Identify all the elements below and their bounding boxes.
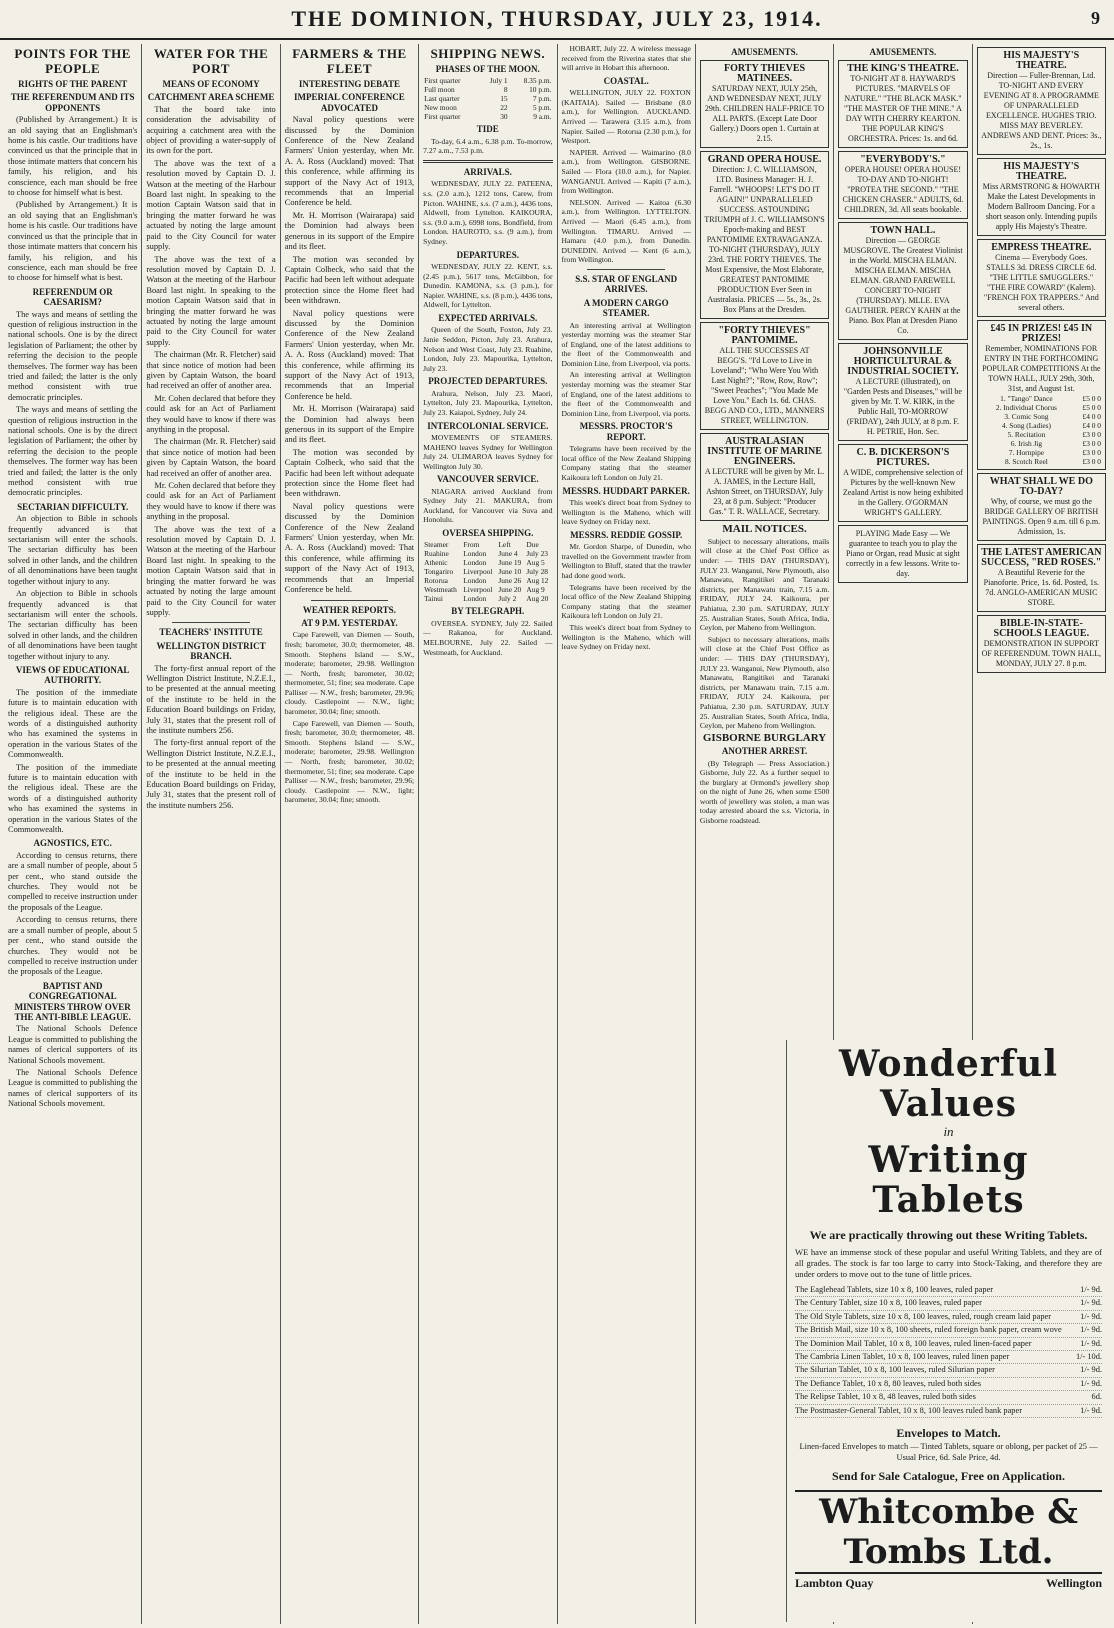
oversea-cell: Aug 9	[526, 585, 545, 595]
article-paragraph: Naval policy questions were discussed by the Dominion Conference of the New Zealand Farmers' Union yesterday, when Mr. A. A. Ross (Auckland) moved: That this conference, while affirming its support of the Navy Act of 1913, recommends that an Imperial Conference be held.	[284, 115, 415, 208]
oversea-cell: Westmeath	[424, 585, 457, 595]
article-subhead: TEACHERS' INSTITUTE	[159, 627, 263, 638]
envelopes-text: Linen-faced Envelopes to match — Tinted Tablets, square or oblong, per packet of 25 — Usual Price, 6d. Sale Price, 4d.	[799, 1442, 1098, 1463]
prize-event: 5. Recitation	[1007, 430, 1046, 439]
tablet-description: The Century Tablet, size 10 x 8, 100 leaves, ruled paper	[795, 1298, 982, 1308]
oversea-cell: Tainui	[424, 594, 443, 604]
article-subhead: ANOTHER ARREST.	[721, 746, 808, 757]
article-paragraph: The ways and means of settling the question of religious instruction in the national schools. One is by the direct legislation of Parliament; the other by referring the decision to the people themselves. The former way has been tried and failed; the latter is the only method consistent with true democratic principles.	[8, 405, 138, 498]
article-paragraph: According to census returns, there are a small number of people, about 5 per cent., who stand outside the churches. They would not be compelled to receive instruction under the proposals of the League.	[8, 850, 138, 912]
prize-amount: £3 0 0	[1082, 448, 1101, 457]
moon-phase-cell: Last quarter	[424, 94, 460, 104]
advertisement	[700, 322, 829, 430]
oversea-cell: Ruahine	[424, 549, 449, 559]
prize-row	[981, 457, 1102, 466]
prize-amount: £3 0 0	[1082, 457, 1101, 466]
column-points-for-the-people	[4, 44, 142, 1624]
oversea-cell: Liverpool	[463, 585, 493, 595]
prize-amount: £5 0 0	[1082, 394, 1101, 403]
ad-headline-connector: in	[943, 1124, 954, 1139]
oversea-cell: London	[463, 594, 487, 604]
oversea-row	[423, 594, 552, 603]
envelopes-heading: Envelopes to Match.	[896, 1426, 1001, 1441]
ad-text: TO-NIGHT AT 8. HAYWARD'S PICTURES. "MARVELS OF NATURE." "THE BLACK MASK." "THE MASTER OF THE MINE." A DAY WITH CHERRY KEARTON. THE POPULAR KING'S ORCHESTRA. Prices: 1s. and 6d.	[843, 74, 962, 144]
newspaper-title: THE DOMINION, THURSDAY, JULY 23, 1914.	[291, 6, 823, 31]
mail-notices: Subject to necessary alterations, mails will close at the Chief Post Office as under: — THIS DAY (THURSDAY), JULY 23. Wanganui, New Plymouth, also Manawatu, Rangitikei and Taranaki districts, per Manawatu train, 7.15 a.m. FRIDAY, JULY 24. Kaikoura, per Pahiatua, 2.30 p.m. SATURDAY, JULY 25. Australian States, South Africa, India, Ceylon, per Maheno from Wellington.	[699, 536, 830, 633]
article-subhead: BAPTIST AND CONGREGATIONAL MINISTERS THROW OVER THE ANTI-BIBLE LEAGUE.	[14, 980, 131, 1022]
oversea-row	[423, 576, 552, 585]
article-subhead: WEATHER REPORTS.	[302, 604, 396, 615]
ad-headline: Writing Tablets	[868, 1139, 1029, 1221]
ad-text: A LECTURE will be given by Mr. L. A. JAMES, in the Lecture Hall, Ashton Street, on THURSDAY, July 23, at 8 p.m. Subject: "Producer Gas." T. R. WALLACE, Secretary.	[704, 467, 825, 517]
ad-text: OPERA HOUSE! OPERA HOUSE! TO-DAY AND TO-NIGHT! "PROTEA THE SECOND." "THE CHICKEN CHASER." ADULTS, 6d. CHILDREN, 3d. All seats bookable.	[842, 165, 964, 215]
tablet-description: The Silurian Tablet, 10 x 8, 100 leaves, ruled Silurian paper	[795, 1365, 995, 1375]
section-headline: MAIL NOTICES.	[722, 523, 807, 536]
prize-event: 2. Individual Chorus	[995, 403, 1057, 412]
tablet-item	[795, 1378, 1102, 1391]
article-subhead: MESSRS. HUDDART PARKER.	[562, 485, 690, 496]
ad-text: PLAYING Made Easy — We guarantee to teach you to play the Piano or Organ, read Music at sight correctly in a few lessons. Write to-day.	[845, 529, 960, 579]
moon-phase-cell: First quarter	[424, 76, 461, 86]
article-subhead: PHASES OF THE MOON.	[435, 64, 540, 74]
article-paragraph: The above was the text of a resolution moved by Captain D. J. Watson at the meeting of the Harbour Board last night. In speaking to the motion Captain Watson said that in bringing the matter forward he was actuated by noting the large amount paid to the City Council for water supply.	[146, 524, 276, 617]
prize-row	[981, 448, 1102, 457]
oversea-column-header: From	[463, 540, 480, 550]
moon-phase-row	[423, 94, 552, 103]
ad-title: THE KING'S THEATRE.	[847, 63, 959, 75]
article-paragraph: The forty-first annual report of the Wellington District Institute, N.Z.E.I., to be presented at the annual meeting of the institute to be held in the Education Board buildings on Friday, July 31, states that the present roll of the institute numbers 256.	[146, 663, 276, 735]
oversea-row	[423, 549, 552, 558]
tablet-price: 1/- 9d.	[1080, 1311, 1102, 1321]
ad-title: TOWN HALL.	[870, 225, 936, 237]
prize-event: 1. "Tango" Dance	[1000, 394, 1053, 403]
article-paragraph: The above was the text of a resolution moved by Captain D. J. Watson at the meeting of the Harbour Board last night. In speaking to the motion Captain Watson said that in bringing the matter forward he was actuated by noting the large amount paid to the City Council for water supply.	[146, 254, 276, 347]
divider	[423, 160, 552, 163]
ad-title: HIS MAJESTY'S THEATRE.	[1003, 50, 1080, 71]
prize-event: 7. Hornpipe	[1008, 448, 1045, 457]
advertisement	[838, 222, 967, 340]
article-subhead: INTERCOLONIAL SERVICE.	[427, 420, 549, 431]
ad-title: FORTY THIEVES MATINEES.	[724, 63, 806, 85]
vancouver-service: NIAGARA arrived Auckland from Sydney July 21. MAKURA, from Auckland, for Vancouver via Suva and Honolulu.	[423, 486, 553, 525]
article-paragraph: (By Telegraph — Press Association.) Gisborne, July 22. As a further sequel to the burglary at Ormond's jewellery shop on the night of June 26, when some £500 worth of jewellery was stolen, a man was today arrested aboard the s.s. Victoria, in Gisborne roadstead.	[699, 758, 830, 826]
tablet-item	[795, 1391, 1102, 1404]
expected-arrivals-list: Queen of the South, Foxton, July 23. Janie Seddon, Picton, July 23. Arahura, Nelson and West Coast, July 23. Ruahine, London, July 23. Mapourika, Lyttelton, July 23.	[423, 325, 553, 373]
article-paragraph: The chairman (Mr. R. Fletcher) said that since notice of motion had been given by Captain Watson, the board had received an offer of another area.	[146, 350, 276, 391]
projected-departures-list: Arahura, Nelson, July 23. Maori, Lyttelton, July 23. Mapourika, Lyttelton, July 23. Kaiapoi, Sydney, July 24.	[423, 388, 553, 417]
moon-phase-cell: 5 p.m.	[532, 103, 552, 113]
article-paragraph: Mr. H. Morrison (Wairarapa) said the Dominion had always been generous in its support of the Empire and its fleet.	[284, 404, 415, 445]
mail-notices: Subject to necessary alterations, mails will close at the Chief Post Office as under: — THIS DAY (THURSDAY), JULY 23. Wanganui, New Plymouth, also Manawatu, Rangitikei and Taranaki districts, per Manawatu train, 7.15 a.m. FRIDAY, JULY 24. Kaikoura, per Pahiatua, 2.30 p.m. SATURDAY, JULY 25. Australian States, South Africa, India, Ceylon, per Maheno from Wellington.	[699, 634, 830, 731]
prize-event: 6. Irish Jig	[1010, 439, 1043, 448]
prize-event: 3. Comic Song	[1004, 412, 1049, 421]
weather-report: Cape Farewell, van Diemen — South, fresh; barometer, 30.0; thermometer, 48. Smooth. Stephens Island — S.W., moderate; barometer, 29.98. Wellington — North, fresh; barometer, 30.02; thermometer, 51; fine; sea moderate. Cape Palliser — N.W., fresh; barometer, 29.96; cloudy. Castlepoint — N.W., light; barometer, 30.04; fine; smooth.	[284, 630, 415, 717]
tablet-price: 1/- 9d.	[1080, 1285, 1102, 1294]
article-paragraph: The motion was seconded by Captain Colbeck, who said that the Pacific had been left without adequate protection since the Home fleet had been withdrawn.	[284, 447, 415, 499]
advertisement	[838, 151, 967, 219]
article-subhead: IMPERIAL CONFERENCE ADVOCATED	[294, 92, 405, 113]
ad-title: "EVERYBODY'S."	[860, 154, 946, 166]
prize-amount: £4 0 0	[1082, 421, 1101, 430]
ad-title: EMPRESS THEATRE.	[991, 242, 1092, 253]
oversea-cell: London	[463, 576, 487, 586]
weather-report: Cape Farewell, van Diemen — South, fresh; barometer, 30.0; thermometer, 48. Smooth. Stephens Island — S.W., moderate; barometer, 29.98. Wellington — North, fresh; barometer, 30.02; thermometer, 51; fine; sea moderate. Cape Palliser — N.W., fresh; barometer, 29.96; cloudy. Castlepoint — N.W., light; barometer, 30.04; fine; smooth.	[284, 718, 415, 805]
prize-row	[981, 421, 1102, 430]
column-shipping-continued	[558, 44, 696, 1624]
ad-tagline: We are practically throwing out these Writing Tablets.	[809, 1228, 1088, 1242]
advertisement	[700, 60, 829, 148]
prize-amount: £3 0 0	[1082, 430, 1101, 439]
divider	[587, 269, 665, 270]
oversea-cell: July 23	[526, 549, 548, 559]
moon-phase-row	[423, 103, 552, 112]
ad-text: ALL THE SUCCESSES AT BEGG'S. "I'd Love to Live in Loveland"; "Who Were You With Last Night?"; "Row, Row, Row"; "Sweet Peaches"; "You Made Me Love You." Each 1s. 6d. CHAS. BEGG AND CO., LTD., MANNERS STREET, WELLINGTON.	[704, 346, 825, 426]
article-headline: POINTS FOR THE PEOPLE	[14, 46, 131, 76]
moon-phases-table	[423, 76, 552, 121]
tablet-item	[795, 1284, 1102, 1297]
ad-title: GRAND OPERA HOUSE.	[707, 154, 822, 166]
oversea-row	[423, 567, 552, 576]
moon-phase-cell: First quarter	[424, 112, 461, 122]
ad-text: A Beautiful Reverie for the Pianoforte. Price, 1s. 6d. Posted, 1s. 7d. ANGLO-AMERICAN MUSIC STORE.	[983, 568, 1099, 607]
article-paragraph: (Published by Arrangement.) It is an old saying that an Englishman's home is his castle. Our traditions have convinced us that the principle that in those intimate matters that concern his family, his religion, and his conscience, each man should be free to choose for himself what is best.	[8, 200, 138, 283]
ad-text: Direction: J. C. WILLIAMSON, LTD. Business Manager: H. J. Farrell. "WHOOPS! LET'S DO IT AGAIN!" UNPARALLELED SUCCESS. ASTOUNDING TRIUMPH of J. C. WILLIAMSON'S Epoch-making and BEST PANTOMIME EXTRAVAGANZA. TO-NIGHT (THURSDAY), JULY 23rd. THE FORTY THIEVES. The Most Expensive, the Most Elaborate, GREATEST PANTOMIME PRODUCTION Ever Seen in Australasia. PRICES — 5s., 3s., 2s. Box Plans at the Dresden.	[704, 165, 825, 315]
advertisement	[977, 544, 1106, 612]
ad-title: C. B. DICKERSON'S PICTURES.	[856, 447, 950, 469]
article-paragraph: The position of the immediate future is to maintain education with the religious ideal. These are the words of a distinguished authority who has examined the systems in operation in the various States of the Commonwealth.	[8, 762, 138, 835]
moon-phase-cell: 10 p.m.	[529, 85, 552, 95]
ad-headline: Wonderful Values	[838, 1043, 1059, 1125]
moon-phase-cell: 8.35 p.m.	[523, 76, 552, 86]
oversea-cell: June 20	[498, 585, 522, 595]
tablet-item	[795, 1351, 1102, 1364]
oversea-cell: June 4	[498, 549, 518, 559]
article-paragraph: Mr. Gordon Sharpe, of Dunedin, who travelled on the Government trawler from Wellington to Bluff, stated that the trawler had done good work.	[561, 542, 691, 580]
article-subhead: DEPARTURES.	[456, 249, 519, 260]
advertisement	[977, 320, 1106, 470]
oversea-cell: July 2	[498, 594, 517, 604]
article-paragraph: (Published by Arrangement.) It is an old saying that an Englishman's home is his castle. Our traditions have convinced us that the principle that in those intimate matters that concern his family, his religion, and his conscience, each man should be free to choose for himself what is best.	[8, 115, 138, 198]
divider	[311, 600, 389, 601]
oversea-cell: June 19	[498, 558, 522, 568]
prize-row	[981, 412, 1102, 421]
moon-phase-cell: Full moon	[424, 85, 455, 95]
ad-title: THE LATEST AMERICAN SUCCESS, "RED ROSES."	[981, 547, 1102, 568]
moon-phase-cell: New moon	[424, 103, 457, 113]
firm-name: Whitcombe & Tombs Ltd.	[795, 1490, 1102, 1574]
prize-row	[981, 403, 1102, 412]
departures-list: WEDNESDAY, JULY 22. KENT, s.s. (2.45 p.m.), 5617 tons, McGibbon, for Dunedin. KAMONA, s.s. (3 p.m.), for Napier. WAHINE, s.s. (8 p.m.), 4436 tons, Aldwell, for Lyttelton.	[423, 261, 553, 310]
article-subhead: ARRIVALS.	[463, 167, 512, 177]
article-subhead: VANCOUVER SERVICE.	[437, 474, 539, 485]
advertisement	[838, 343, 967, 441]
ad-title: £45 IN PRIZES! £45 IN PRIZES!	[990, 323, 1093, 344]
article-subhead: RIGHTS OF THE PARENT	[18, 79, 128, 89]
tablet-description: The Defiance Tablet, 10 x 8, 80 leaves, ruled both sides	[795, 1378, 982, 1388]
advertisement	[838, 60, 967, 148]
moon-phase-cell: 22	[500, 103, 508, 113]
prize-event: 8. Scotch Reel	[1004, 457, 1048, 466]
intercolonial-service: MOVEMENTS OF STEAMERS. MAHENO leaves Sydney for Wellington July 24. ULIMAROA leaves Sydney for Wellington July 30.	[423, 432, 553, 471]
prize-row	[981, 439, 1102, 448]
tablet-item	[795, 1338, 1102, 1351]
tide-times: To-day, 6.4 a.m., 6.38 p.m. To-morrow, 7.27 a.m., 7.53 p.m.	[423, 136, 553, 156]
tablet-price: 6d.	[1091, 1392, 1102, 1402]
advertisement	[700, 433, 829, 521]
advertisement	[700, 151, 829, 319]
article-paragraph: The forty-first annual report of the Wellington District Institute, N.Z.E.I., to be presented at the annual meeting of the institute to be held in the Education Board buildings on Friday, July 31, states that the present roll of the institute numbers 256.	[146, 738, 276, 810]
article-paragraph: The chairman (Mr. R. Fletcher) said that since notice of motion had been given by Captain Watson, the board had received an offer of another area.	[146, 437, 276, 478]
prize-amount: £4 0 0	[1082, 412, 1101, 421]
article-subhead: A MODERN CARGO STEAMER.	[583, 297, 669, 319]
ad-title: JOHNSONVILLE HORTICULTURAL & INDUSTRIAL SOCIETY.	[847, 346, 959, 378]
coastal-news: NAPIER. Arrived — Waimarino (8.0 a.m.), from Wellington. GISBORNE. Sailed — Flora (10.0 a.m.), for Napier. WANGANUI. Arrived — Kapiti (7 a.m.), from Wellington.	[561, 147, 691, 196]
section-headline: GISBORNE BURGLARY	[702, 731, 827, 744]
moon-phase-row	[423, 85, 552, 94]
article-paragraph: Mr. H. Morrison (Wairarapa) said the Dominion had always been generous in its support of the Empire and its fleet.	[284, 210, 415, 252]
moon-phase-cell: 30	[500, 112, 508, 122]
moon-phase-row	[423, 76, 552, 85]
telegraph-shipping: OVERSEA. SYDNEY, July 22. Sailed — Rakanoa, for Auckland. MELBOURNE, July 22. Sailed — Westmeath, for Auckland.	[423, 618, 553, 657]
oversea-cell: Tongariro	[424, 567, 454, 577]
oversea-cell: Aug 5	[526, 558, 545, 568]
article-subhead: PROJECTED DEPARTURES.	[428, 376, 548, 387]
article-paragraph: Telegrams have been received by the local office of the New Zealand Shipping Company stating that the steamer Kaikoura left London on July 21.	[561, 444, 691, 483]
oversea-cell: Liverpool	[463, 567, 493, 577]
article-paragraph: HOBART, July 22. A wireless message received from the Riverina states that she will arrive in Hobart this afternoon.	[561, 44, 691, 73]
tablet-item	[795, 1364, 1102, 1377]
ad-title: WHAT SHALL WE DO TO-DAY?	[989, 476, 1093, 497]
oversea-cell: London	[463, 558, 487, 568]
tablet-item	[795, 1311, 1102, 1324]
oversea-column-header: Due	[526, 540, 539, 550]
oversea-cell: July 28	[526, 567, 548, 577]
moon-phase-cell: 9 a.m.	[533, 112, 552, 122]
article-paragraph: The National Schools Defence League is committed to publishing the names of clerical supporters of its National Schools movement.	[8, 1024, 138, 1065]
article-subhead: S.S. STAR OF ENGLAND ARRIVES.	[575, 273, 678, 295]
article-paragraph: An objection to Bible in schools frequently advanced is that sectarianism will enter the schools. The sectarian difficulty has been solved in other lands, and the children of all denominations have been taught together without injury to any.	[8, 514, 138, 586]
article-paragraph: Naval policy questions were discussed by the Dominion Conference of the New Zealand Farmers' Union yesterday, when Mr. A. A. Ross (Auckland) moved: That this conference, while affirming its support of the Navy Act of 1913, recommends that an Imperial Conference be held.	[284, 501, 415, 595]
article-subhead: MESSRS. PROCTOR'S REPORT.	[579, 421, 673, 442]
article-headline: FARMERS & THE FLEET	[292, 46, 407, 76]
article-subhead: REFERENDUM OR CAESARISM?	[32, 286, 113, 308]
article-paragraph: An objection to Bible in schools frequently advanced is that sectarianism will enter the schools. The sectarian difficulty has been solved in other lands, and the children of all denominations have been taught together without injury to any.	[8, 589, 138, 661]
divider	[172, 622, 250, 623]
moon-phase-row	[423, 112, 552, 121]
article-subhead: MEANS OF ECONOMY	[162, 79, 260, 89]
article-subhead: EXPECTED ARRIVALS.	[438, 312, 538, 323]
moon-phase-cell: 15	[500, 94, 508, 104]
oversea-column-header: Steamer	[424, 540, 449, 550]
article-paragraph: The position of the immediate future is to maintain education with the religious ideal. These are the words of a distinguished authority who has examined the systems in operation in the various States of the Commonwealth.	[8, 687, 138, 760]
article-paragraph: This week's direct boat from Sydney to Wellington is the Maheno, which will leave Sydney on Friday next.	[561, 498, 691, 527]
prize-row	[981, 430, 1102, 439]
tablet-description: The Cambria Linen Tablet, 10 x 8, 100 leaves, ruled linen paper	[795, 1352, 1010, 1362]
article-paragraph: According to census returns, there are a small number of people, about 5 per cent., who stand outside the churches. They would not be compelled to receive instruction under the proposals of the League.	[8, 915, 138, 977]
prize-list-table	[981, 394, 1102, 466]
prize-amount: £5 0 0	[1082, 403, 1101, 412]
address-street: Lambton Quay	[795, 1576, 874, 1591]
article-subhead: SECTARIAN DIFFICULTY.	[17, 501, 129, 512]
ad-title: BIBLE-IN-STATE-SCHOOLS LEAGUE.	[993, 618, 1090, 639]
oversea-row	[423, 585, 552, 594]
ad-text: SATURDAY NEXT, JULY 25th, AND WEDNESDAY NEXT, JULY 29th. CHILDREN HALF-PRICE TO ALL PARTS. (Except Late Door Gallery.) Doors open 1. Curtain at 2.15.	[704, 84, 825, 144]
column-farmers-and-the-fleet	[281, 44, 419, 1624]
tablet-description: The Postmaster-General Tablet, 10 x 8, 100 leaves ruled bank paper	[795, 1405, 1023, 1415]
oversea-cell: Rotorua	[424, 576, 448, 586]
moon-phase-cell: July 1	[489, 76, 508, 86]
article-paragraph: Mr. Cohen declared that before they could ask for an Act of Parliament they would have to know if there was anything in the proposal.	[146, 481, 276, 522]
ad-title: HIS MAJESTY'S THEATRE.	[1003, 161, 1080, 182]
address-city: Wellington	[1045, 1576, 1102, 1591]
ad-text: Why, of course, we must go the BRIDGE GALLERY OF BRITISH PAINTINGS. Open 9 a.m. till 6 p.m. Admission, 1s.	[982, 497, 1101, 536]
section-label: AMUSEMENTS.	[869, 47, 937, 57]
moon-phase-cell: 8	[503, 85, 508, 95]
prize-event: 4. Song (Ladies)	[1001, 421, 1051, 430]
article-subhead: AT 9 P.M. YESTERDAY.	[301, 617, 398, 628]
tablet-item	[795, 1405, 1102, 1418]
article-paragraph: The National Schools Defence League is committed to publishing the names of clerical supporters of its National Schools movement.	[8, 1067, 138, 1109]
oversea-cell: Aug 20	[526, 594, 549, 604]
article-subhead: WELLINGTON DISTRICT BRANCH.	[156, 640, 266, 662]
coastal-news: NELSON. Arrived — Kaitoa (6.30 a.m.), from Wellington. LYTTELTON. Arrived — Maori (6.45 a.m.), from Wellington. TIMARU. Arrived — Hamaru (4.0 p.m.), from Dunedin. DUNEDIN. Arrived — Kent (6 a.m.), from Wellington.	[561, 197, 691, 265]
article-subhead: BY TELEGRAPH.	[451, 606, 525, 617]
oversea-cell: Aug 12	[526, 576, 549, 586]
article-subhead: VIEWS OF EDUCATIONAL AUTHORITY.	[15, 664, 130, 686]
tablet-description: The Relipse Tablet, 10 x 8, 48 leaves, ruled both sides	[795, 1392, 976, 1402]
advertisement	[977, 47, 1106, 155]
tablet-price: 1/- 9d.	[1080, 1378, 1102, 1388]
ad-text: Cinema — Everybody Goes. STALLS 3d. DRESS CIRCLE 6d. "THE LITTLE SMUGGLERS." "THE FIRE COWARD" (Kalem). "FRENCH FOX TRAPPERS." And several others.	[983, 253, 1099, 312]
article-subhead: TIDE	[476, 124, 499, 135]
advertisement	[838, 444, 967, 522]
article-paragraph: The above was the text of a resolution moved by Captain D. J. Watson at the meeting of the Harbour Board last night. In speaking to the motion Captain Watson said that in bringing the matter forward he was actuated by noting the large amount paid to the City Council for water supply.	[146, 158, 276, 252]
ad-text: Remember, NOMINATIONS FOR ENTRY IN THE FORTHCOMING POPULAR COMPETITIONS At the TOWN HALL, JULY 29th, 30th, 31st, and August 1st.	[982, 344, 1101, 393]
article-subhead: CATCHMENT AREA SCHEME	[147, 92, 275, 103]
article-paragraph: Mr. Cohen declared that before they could ask for an Act of Parliament they would have to know if there was anything in the proposal.	[146, 393, 276, 434]
article-subhead: AGNOSTICS, ETC.	[33, 838, 112, 849]
coastal-news: WELLINGTON, JULY 22. FOXTON (KAITAIA). Sailed — Brisbane (8.0 a.m.), for Wellington. AUCKLAND. Arrived — Tarawera (3.15 a.m.), from Napier. Sailed — Rotorua (2.30 p.m.), for Westport.	[561, 88, 691, 146]
article-paragraph: Naval policy questions were discussed by the Dominion Conference of the New Zealand Farmers' Union yesterday, when Mr. A. A. Ross (Auckland) moved: That this conference, while affirming its support of the Navy Act of 1913, recommends that an Imperial Conference be held.	[284, 308, 415, 401]
article-subhead: INTERESTING DEBATE	[298, 79, 400, 89]
ad-intro: WE have an immense stock of these popular and useful Writing Tablets, and they are of all grades. The stock is far too large to carry into Stock-Taking, and therefore they are under orders to move out to the tune of little prices.	[795, 1247, 1102, 1279]
ad-title: AUSTRALASIAN INSTITUTE OF MARINE ENGINEERS.	[707, 436, 822, 468]
article-paragraph: Telegrams have been received by the local office of the New Zealand Shipping Company stating that the steamer Kaikoura left London on July 21.	[561, 582, 691, 621]
article-subhead: MESSRS. REDDIE GOSSIP.	[570, 529, 683, 540]
oversea-cell: June 10	[498, 567, 522, 577]
tablet-description: The British Mail, size 10 x 8, 100 sheets, ruled foreign bank paper, cream wove	[795, 1325, 1062, 1335]
tablet-price: 1/- 9d.	[1080, 1325, 1102, 1335]
column-water-for-the-port	[142, 44, 280, 1624]
tablet-price-list	[795, 1284, 1102, 1418]
arrivals-list: WEDNESDAY, JULY 22. PATEENA, s.s. (2.0 a.m.), 1212 tons, Carew, from Picton. WAHINE, s.s. (7 a.m.), 4436 tons, Aldwell, from Lyttelton. KAIKOURA, s.s. (9.0 a.m.), 6998 tons, Bondfield, from London. HAUROTO, s.s. (9 a.m.), from Sydney.	[423, 179, 553, 246]
oversea-cell: June 26	[498, 576, 522, 586]
writing-tablets-advertisement	[786, 1040, 1110, 1622]
advertisement	[977, 473, 1106, 541]
advertisement	[838, 525, 967, 583]
article-paragraph: That the board take into consideration the advisability of acquiring a catchment area with the object of providing a water-supply of its own for the port.	[146, 104, 276, 156]
ad-text: Miss ARMSTRONG & HOWARTH Make the Latest Developments in Modern Ballroom Dancing. For a short season only. Intending pupils apply His Majesty's Theatre.	[982, 182, 1100, 231]
moon-phase-cell: 7 p.m.	[532, 94, 552, 104]
ad-text: Direction — GEORGE MUSGROVE. The Greatest Violinist in the World. MISCHA ELMAN. MISCHA ELMAN. MISCHA ELMAN. GRAND FAREWELL CONCERT TO-NIGHT (THURSDAY). MLLE. EVA GAUTHIER. PERCY KAHN at the Piano. Box Plan at Dresden Piano Co.	[843, 236, 963, 336]
article-paragraph: This week's direct boat from Sydney to Wellington is the Maheno, which will leave Sydney on Friday next.	[561, 622, 691, 652]
tablet-price: 1/- 9d.	[1080, 1405, 1102, 1415]
tablet-price: 1/- 9d.	[1080, 1338, 1102, 1348]
ad-text: A WIDE, comprehensive selection of Pictures by the well-known New Zealand Artist is now being exhibited in the Gallery. O'GORMAN WRIGHT'S GALLERY.	[842, 468, 964, 518]
advertisement	[977, 158, 1106, 236]
page-number: 9	[1091, 8, 1100, 28]
ad-text: A LECTURE (illustrated), on "Garden Pests and Diseases," will be given by Mr. T. W. KIRK, in the Public Hall, TO-MORROW (FRIDAY), 24th JULY, at 8 p.m. F. H. PETRIE, Hon. Sec.	[843, 377, 962, 437]
tablet-price: 1/- 9d.	[1080, 1298, 1102, 1308]
oversea-column-header: Left	[498, 540, 511, 550]
ad-text: Direction — Fuller-Brennan, Ltd. TO-NIGHT AND EVERY EVENING AT 8. A PROGRAMME OF UNPARALLELED EXCELLENCE. HUGHES TRIO. MISS MAY BEVERLEY. ANDREWS AND DENT. Prices: 3s., 2s., 1s.	[981, 71, 1102, 150]
oversea-cell: London	[463, 549, 487, 559]
tablet-item	[795, 1324, 1102, 1337]
advertisement	[977, 615, 1106, 673]
ad-title: "FORTY THIEVES" PANTOMIME.	[718, 325, 811, 347]
article-subhead: THE REFERENDUM AND ITS OPPONENTS	[10, 92, 135, 113]
masthead	[0, 0, 1114, 40]
article-paragraph: The motion was seconded by Captain Colbeck, who said that the Pacific had been left without adequate protection since the Home fleet had been withdrawn.	[284, 254, 415, 306]
prize-row	[981, 394, 1102, 403]
tablet-price: 1/- 9d.	[1080, 1365, 1102, 1375]
catalogue-offer: Send for Sale Catalogue, Free on Application.	[832, 1469, 1065, 1484]
firm-address	[795, 1576, 1102, 1591]
oversea-row	[423, 558, 552, 567]
tablet-description: The Eaglehead Tablets, size 10 x 8, 100 leaves, ruled paper	[795, 1285, 994, 1294]
tablet-item	[795, 1297, 1102, 1310]
article-headline: SHIPPING NEWS.	[430, 46, 546, 61]
oversea-shipping-table	[423, 540, 552, 603]
advertisement	[977, 239, 1106, 317]
section-label: AMUSEMENTS.	[731, 47, 798, 57]
article-subhead: COASTAL.	[603, 75, 649, 86]
ad-text: DEMONSTRATION IN SUPPORT OF REFERENDUM. TOWN HALL, MONDAY, JULY 27. 8 p.m.	[981, 639, 1102, 668]
article-paragraph: An interesting arrival at Wellington yesterday morning was the steamer Star of England, one of the latest additions to the fleet of the Commonwealth and Dominion Line, from Liverpool, via ports.	[561, 370, 691, 418]
tablet-description: The Dominion Mail Tablet, 10 x 8, 100 leaves, ruled linen-faced paper	[795, 1338, 1032, 1348]
article-subhead: OVERSEA SHIPPING.	[442, 528, 534, 539]
article-headline: WATER FOR THE PORT	[153, 46, 269, 76]
tablet-description: The Old Style Tablets, size 10 x 8, 100 leaves, ruled, rough cream laid paper	[795, 1311, 1052, 1321]
tablet-price: 1/- 10d.	[1075, 1352, 1102, 1362]
article-paragraph: An interesting arrival at Wellington yesterday morning was the steamer Star of England, one of the latest additions to the fleet of the Commonwealth and Dominion Line, from Liverpool, via ports.	[561, 320, 691, 368]
oversea-cell: Athenic	[424, 558, 448, 568]
article-paragraph: The ways and means of settling the question of religious instruction in the national schools. One is by the direct legislation of Parliament; the other by referring the decision to the people themselves. The former way has been tried and failed; the latter is the only method consistent with true democratic principles.	[8, 309, 138, 402]
column-shipping-news	[419, 44, 557, 1624]
prize-amount: £3 0 0	[1082, 439, 1101, 448]
